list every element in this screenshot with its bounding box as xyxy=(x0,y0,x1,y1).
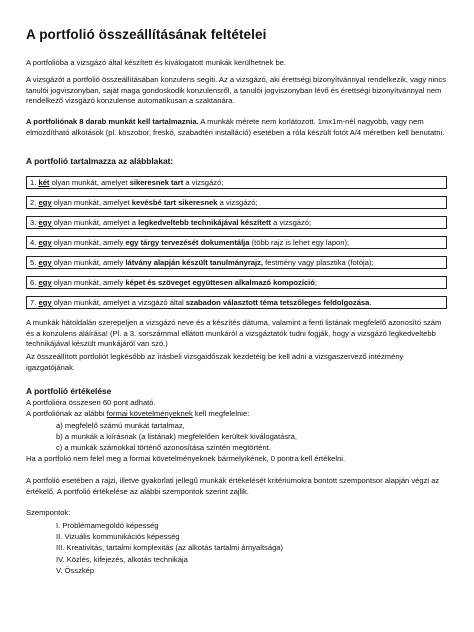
intro-paragraph-1: A portfolióba a vizsgázó által készített és kiválogatott munkák kerülhetnek be. xyxy=(26,58,287,67)
item-number: 6. xyxy=(30,278,37,287)
item-text-end: a vizsgázó; xyxy=(271,218,312,227)
item-text-end: festmény vagy plasztika (fotója); xyxy=(263,258,374,267)
item-text: olyan munkát, amely xyxy=(51,258,126,267)
requirements-underlined: formai követelményeknek xyxy=(106,409,193,418)
item-count: egy xyxy=(38,258,52,267)
evaluation-heading: A portfolió értékelése xyxy=(26,386,112,396)
criterion-4: IV. Közlés, kifejezés, alkotás technikája xyxy=(56,554,188,564)
item-emphasis: sikeresnek tart xyxy=(129,178,184,187)
formal-requirements-intro xyxy=(26,409,448,420)
requirement-b: b) a munkák a kiírásnak (a listának) megfelelően kerültek kiválogatásra, xyxy=(56,432,298,442)
document-title: A portfolió összeállításának feltételei xyxy=(26,27,267,42)
item-text: olyan munkát, amelyet a xyxy=(51,218,139,227)
item-text-end: ; xyxy=(314,278,318,287)
item-number: 1. xyxy=(30,178,37,187)
item-number: 2. xyxy=(30,198,37,207)
intro-paragraph-2: A vizsgázót a portfolió összeállításában konzulens segíti. Az a vizsgázó, aki érettségi bizonyítvánnyal rendelkezik, vagy nincs tanulói jogviszonyban, saját maga gondoskodik konzulensről, a tanulói jogviszonyban lévő és érettségi bizonyítvánnyal nem rendelkező vizsgázó konzulense automatikusan a szaktanára. xyxy=(26,75,446,106)
requirements-text-end: kell megfelelnie: xyxy=(192,409,250,418)
item-number: 5. xyxy=(30,258,37,267)
criteria-list xyxy=(56,520,283,576)
item-emphasis: legkedveltebb technikájával készített xyxy=(138,218,272,227)
item-count: egy xyxy=(38,278,52,287)
item-count: egy xyxy=(38,198,52,207)
item-text: olyan munkát, amely xyxy=(51,278,126,287)
item-text-end: a vizsgázó; xyxy=(217,198,258,207)
item-number: 4. xyxy=(30,238,37,247)
requirements-text: A portfoliónak az alábbi xyxy=(26,409,107,418)
requirement-c: c) a munkák számokkal történő azonosítása szintén megtörtént. xyxy=(56,443,271,453)
criteria-paragraph: A portfolió esetében a rajzi, illetve gyakorlati jellegű munkák értékelését kritériumokra bontott szempontsor alapján végzi az értékelő. A portfolió értékelése az alábbi szempontok szerint zajlik. xyxy=(26,476,440,496)
item-count: egy xyxy=(38,218,52,227)
list-item-7 xyxy=(26,296,447,309)
labeling-instructions: A munkák hátoldalán szerepeljen a vizsgázó neve és a készítés dátuma, valamint a fenti listának megfelelő azonosító szám és a konzulens aláírása! (Pl. a 3. sorszámmal ellátott munkáról a vizsgáztatók tudni fogják, hogy a vizsgázó legkedveltebb technikájával készült munkájáról van szó.) xyxy=(26,318,442,349)
item-text: olyan munkát, amely xyxy=(51,238,126,247)
criterion-1: I. Problémamegoldó képesség xyxy=(56,521,159,530)
criterion-5: V. Összkép xyxy=(56,565,95,575)
item-text-end: . xyxy=(369,298,372,307)
list-item-4 xyxy=(26,236,447,249)
portfolio-count-statement: A portfoliónak 8 darab munkát kell tartalmaznia. xyxy=(26,117,199,126)
item-emphasis: egy tárgy tervezését dokumentálja xyxy=(125,238,250,247)
item-text: olyan munkát, amelyet xyxy=(49,178,130,187)
submission-instructions: Az összeállított portfoliót legkésőbb az írásbeli vizsgaidőszak kezdetéig be kell adni a vizsgaszervező intézmény igazgatójának. xyxy=(26,352,404,372)
item-count: egy xyxy=(38,238,52,247)
list-item-1 xyxy=(26,176,447,189)
item-number: 7. xyxy=(30,298,37,307)
intro-paragraph-3 xyxy=(26,117,448,138)
evaluation-points: A portfolióra összesen 60 pont adható. xyxy=(26,398,156,407)
contents-heading: A portfolió tartalmazza az alábblakat: xyxy=(26,156,174,166)
requirement-a: a) megfelelő számú munkát tartalmaz, xyxy=(56,421,185,430)
item-text: olyan munkát, amelyet xyxy=(51,198,132,207)
list-item-2 xyxy=(26,196,447,209)
list-item-5 xyxy=(26,256,447,269)
item-count: egy xyxy=(38,298,52,307)
item-text: olyan munkát, amelyet a vizsgázó által xyxy=(51,298,186,307)
criterion-3: III. Kreativitás, tartalmi komplexitás (az alkotás tartalmi árnyaltsága) xyxy=(56,543,284,553)
size-requirements: A munkák mérete nem korlátozott. 1mx1m-nél nagyobb, vagy nem elmozdítható alkotások (pl. köszobor, freskó, szabadtéri installáció) esetében a róla készült fotót A/4 méretben kell benutatni. xyxy=(26,117,445,137)
item-number: 3. xyxy=(30,218,37,227)
item-emphasis: szabadon választott téma tetszőleges feldolgozása xyxy=(185,298,370,307)
list-item-3 xyxy=(26,216,447,229)
zero-points-rule: Ha a portfolió nem felel meg a formai követelményeknek bármelyikének, 0 pontra kell értékelni. xyxy=(26,454,346,463)
item-text-end: a vizsgázó; xyxy=(183,178,224,187)
list-item-6 xyxy=(26,276,447,289)
criterion-2: II. Vizuális kommunikációs képesség xyxy=(56,532,180,542)
criteria-heading: Szempontok: xyxy=(26,508,71,517)
formal-requirements-list xyxy=(56,420,297,454)
item-text-end: (több rajz is lehet egy lapon); xyxy=(249,238,350,247)
item-emphasis: látvány alapján készült tanulmányrajz, xyxy=(125,258,264,267)
item-count: két xyxy=(38,178,50,187)
item-emphasis: képet és szöveget együttesen alkalmazó kompozíció xyxy=(125,278,315,287)
item-emphasis: kevésbé tart sikeresnek xyxy=(131,198,218,207)
